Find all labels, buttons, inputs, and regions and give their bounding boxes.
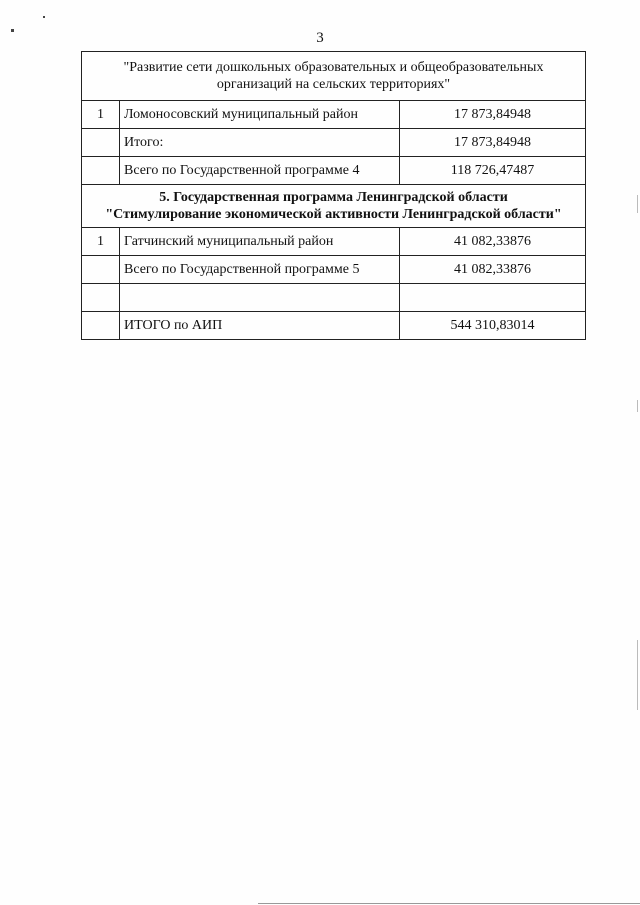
row-number [82, 129, 120, 157]
section5-title-line1: 5. Государственная программа Ленинградской области [159, 190, 508, 205]
table-row [82, 101, 586, 129]
row-amount: 41 082,33876 [400, 228, 586, 256]
total-amount: 544 310,83014 [400, 312, 586, 340]
aip-table [81, 51, 586, 340]
empty-row [82, 284, 586, 312]
section5-title-line2: "Стимулирование экономической активности Ленинградской области" [105, 207, 562, 222]
row-name: Всего по Государственной программе 4 [120, 157, 400, 185]
section4-header-row [82, 52, 586, 101]
scan-edge-mark [637, 640, 638, 710]
row-number [82, 312, 120, 340]
row-amount: 41 082,33876 [400, 256, 586, 284]
row-number [82, 157, 120, 185]
section5-title [82, 185, 586, 228]
row-name: Итого: [120, 129, 400, 157]
row-amount: 118 726,47487 [400, 157, 586, 185]
row-number: 1 [82, 101, 120, 129]
row-number: 1 [82, 228, 120, 256]
row-amount: 17 873,84948 [400, 101, 586, 129]
scan-edge-mark [637, 400, 638, 412]
row-name [120, 284, 400, 312]
section4-title: "Развитие сети дошкольных образовательных и общеобразовательных организаций на сельских территориях" [82, 52, 586, 101]
total-row [82, 312, 586, 340]
scan-bottom-line [258, 903, 640, 904]
table-row [82, 129, 586, 157]
table-row [82, 228, 586, 256]
row-name: Ломоносовский муниципальный район [120, 101, 400, 129]
page-number: 3 [316, 30, 324, 46]
total-label: ИТОГО по АИП [120, 312, 400, 340]
scan-speck [11, 29, 14, 32]
section5-header-row [82, 185, 586, 228]
row-amount: 17 873,84948 [400, 129, 586, 157]
table-row [82, 157, 586, 185]
table-row [82, 256, 586, 284]
scan-edge-mark [637, 195, 638, 213]
row-number [82, 284, 120, 312]
row-amount [400, 284, 586, 312]
row-name: Гатчинский муниципальный район [120, 228, 400, 256]
row-number [82, 256, 120, 284]
scan-speck [43, 16, 45, 18]
row-name: Всего по Государственной программе 5 [120, 256, 400, 284]
